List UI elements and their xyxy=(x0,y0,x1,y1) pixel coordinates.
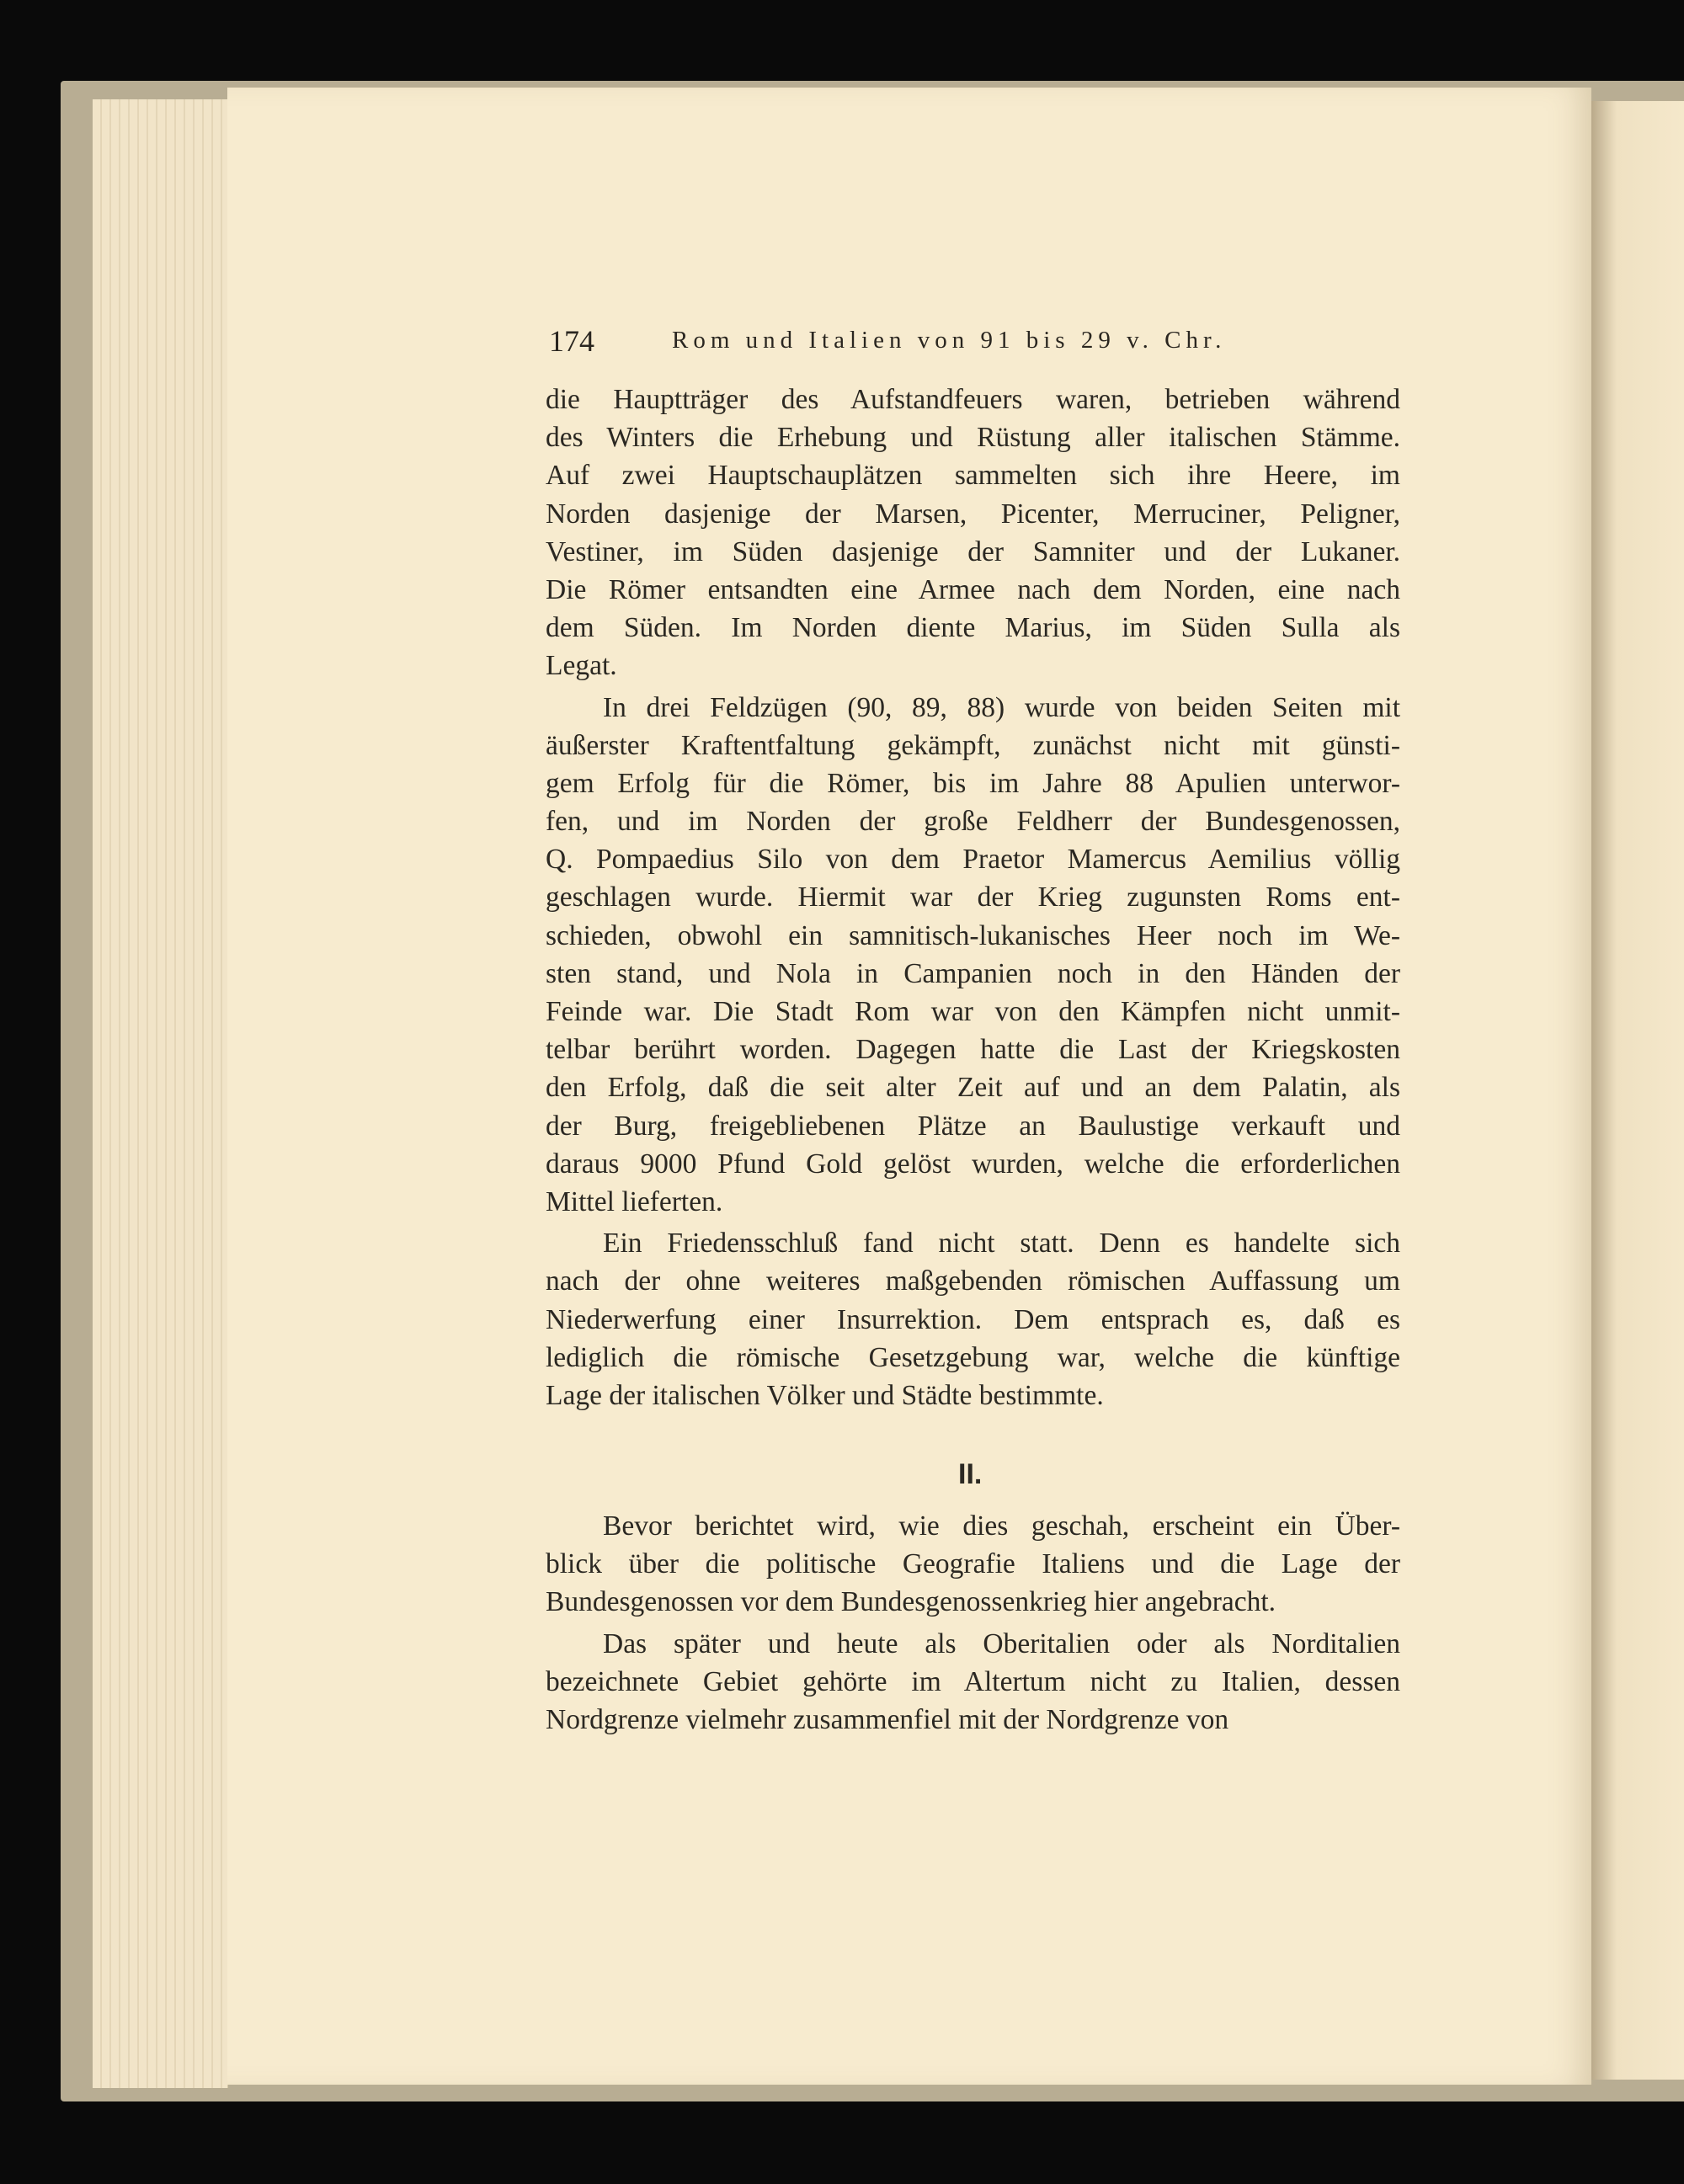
text-line: des Winters die Erhebung und Rüstung aller italischen Stämme. xyxy=(546,422,1400,454)
text-line: blick über die politische Geografie Italiens und die Lage der xyxy=(546,1548,1400,1580)
text-line: bezeichnete Gebiet gehörte im Altertum nicht zu Italien, dessen xyxy=(546,1665,1400,1697)
text-line: dem Süden. Im Norden diente Marius, im Süden Sulla als xyxy=(546,612,1400,644)
text-line: Das später und heute als Oberitalien oder als Norditalien xyxy=(603,1627,1400,1659)
text-line: gem Erfolg für die Römer, bis im Jahre 88 Apulien unterwor- xyxy=(546,767,1400,799)
section-number: II. xyxy=(958,1458,983,1491)
text-line: In drei Feldzügen (90, 89, 88) wurde von beiden Seiten mit xyxy=(603,691,1400,723)
running-title: Rom und Italien von 91 bis 29 v. Chr. xyxy=(672,327,1227,354)
text-line: Feinde war. Die Stadt Rom war von den Kämpfen nicht unmit- xyxy=(546,996,1400,1027)
text-line: Norden dasjenige der Marsen, Picenter, Merruciner, Peligner, xyxy=(546,498,1400,530)
text-line: geschlagen wurde. Hiermit war der Krieg zugunsten Roms ent- xyxy=(546,882,1400,914)
paragraph xyxy=(546,1625,1400,1739)
text-line: Auf zwei Hauptschauplätzen sammelten sich ihre Heere, im xyxy=(546,460,1400,492)
text-line: Die Römer entsandten eine Armee nach dem Norden, eine nach xyxy=(546,573,1400,605)
next-page-edge xyxy=(1591,101,1684,2080)
text-line: die Hauptträger des Aufstandfeuers waren, betrieben während xyxy=(546,384,1400,415)
text-line: nach der ohne weiteres maßgebenden römischen Auffassung um xyxy=(546,1265,1400,1297)
text-line: lediglich die römische Gesetzgebung war, welche die künftige xyxy=(546,1341,1400,1373)
paragraph xyxy=(546,381,1400,685)
paragraphs-after-section xyxy=(546,1507,1400,1739)
page-number: 174 xyxy=(549,324,594,358)
text-line: Bevor berichtet wird, wie dies geschah, erscheint ein Über- xyxy=(603,1510,1400,1542)
text-line: den Erfolg, daß die seit alter Zeit auf und an dem Palatin, als xyxy=(546,1072,1400,1104)
text-line: sten stand, und Nola in Campanien noch in den Händen der xyxy=(546,957,1400,989)
text-line: Q. Pompaedius Silo von dem Praetor Mamercus Aemilius völlig xyxy=(546,844,1400,876)
text-line: Lage der italischen Völker und Städte bestimmte. xyxy=(546,1379,1104,1411)
paragraph xyxy=(546,689,1400,1222)
paragraph xyxy=(546,1224,1400,1414)
text-line: fen, und im Norden der große Feldherr der Bundesgenossen, xyxy=(546,806,1400,838)
page-edges xyxy=(93,99,228,2088)
text-line: Mittel lieferten. xyxy=(546,1185,723,1217)
paragraphs-before-section xyxy=(546,381,1400,1414)
running-head xyxy=(549,323,1399,365)
text-line: Ein Friedensschluß fand nicht statt. Denn es handelte sich xyxy=(603,1228,1400,1260)
text-line: der Burg, freigebliebenen Plätze an Baulustige verkauft und xyxy=(546,1110,1400,1142)
text-line: Nordgrenze vielmehr zusammenfiel mit der Nordgrenze von xyxy=(546,1704,1229,1735)
body-text xyxy=(546,381,1400,1739)
text-line: Niederwerfung einer Insurrektion. Dem entsprach es, daß es xyxy=(546,1303,1400,1335)
text-line: Vestiner, im Süden dasjenige der Samniter und der Lukaner. xyxy=(546,535,1400,567)
text-line: Legat. xyxy=(546,650,617,682)
text-line: daraus 9000 Pfund Gold gelöst wurden, welche die erforderlichen xyxy=(546,1148,1400,1180)
section-heading xyxy=(546,1414,1400,1507)
text-line: Bundesgenossen vor dem Bundesgenossenkrieg hier angebracht. xyxy=(546,1586,1276,1618)
text-line: telbar berührt worden. Dagegen hatte die Last der Kriegskosten xyxy=(546,1034,1400,1066)
text-line: äußerster Kraftentfaltung gekämpft, zunächst nicht mit günsti- xyxy=(546,729,1400,761)
text-line: schieden, obwohl ein samnitisch-lukanisches Heer noch im We- xyxy=(546,919,1400,951)
paragraph xyxy=(546,1507,1400,1622)
